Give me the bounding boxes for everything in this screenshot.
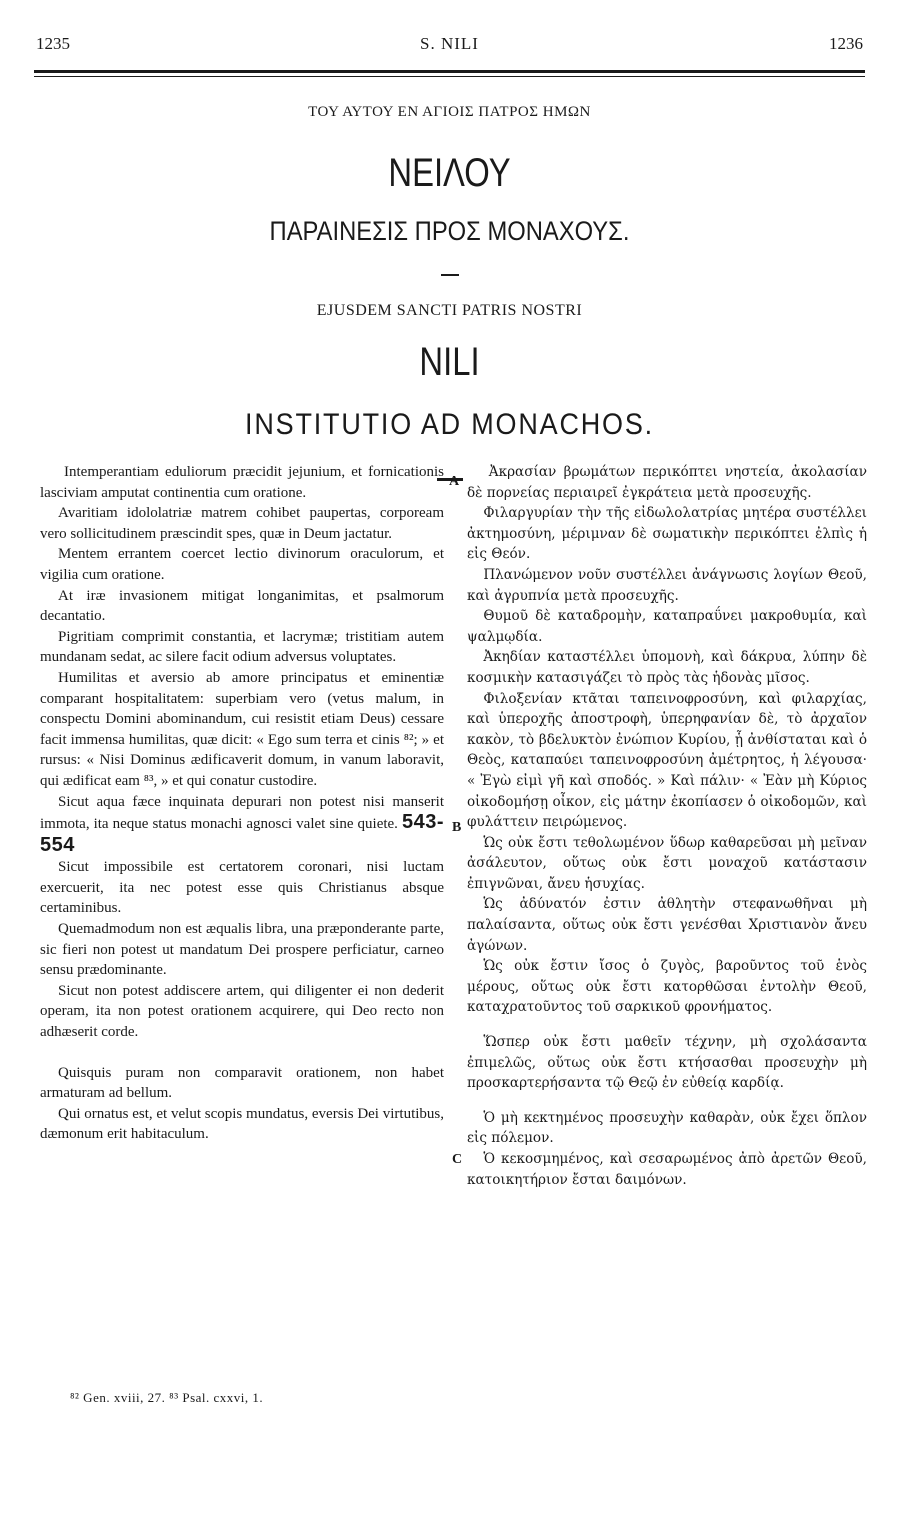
title-block [0,100,899,481]
greek-author-name: ΝΕΙΛΟΥ [388,151,511,195]
greek-paragraph: Ἀκηδίαν καταστέλλει ὑπομονὴ, καὶ δάκρυα, λύπην δὲ κοσμικὴν κατασιγάζει τὸ πρὸς τὰς ἡδονὰς μῖσος. [467,649,867,686]
page-number-left: 1235 [36,34,70,53]
latin-paragraph: Avaritiam idololatriæ matrem cohibet paupertas, corpoream vero sollicitudinem præscindit spes, quæ in Deum jactatur. [40,505,444,542]
greek-heading-line: ΤΟΥ ΑΥΤΟΥ ΕΝ ΑΓΙΟΙΣ ΠΑΤΡΟΣ ΗΜΩΝ [308,104,591,120]
title-separator [441,274,459,276]
greek-work-title: ΠΑΡΑΙΝΕΣΙΣ ΠΡΟΣ ΜΟΝΑΧΟΥΣ. [269,216,630,246]
greek-paragraph: Θυμοῦ δὲ καταδρομὴν, καταπραΰνει μακροθυμία, καὶ ψαλμῳδία. [467,608,867,645]
greek-paragraph: Ὡς οὐκ ἔστι τεθολωμένον ὕδωρ καθαρεῦσαι μὴ μεῖναν ἀσάλευτον, οὕτως οὐκ ἔστι μοναχοῦ κατάστασιν ἐπιγνῶναι, ἄνευ ἡσυχίας. [467,834,867,892]
latin-paragraph: Intemperantiam eduliorum præcidit jejunium, et fornicationis lasciviam amputat continentia cum oratione. [40,464,444,501]
latin-paragraph: Pigritiam comprimit constantia, et lacrymæ; tristitiam autem mundanam sedat, ac silere facit odium adversus voluptates. [40,628,444,666]
running-head [36,34,863,56]
latin-column [40,462,444,1145]
column-reference-number: 543-554 [40,811,444,856]
greek-paragraph: Ὡς ἀδύνατόν ἐστιν ἀθλητὴν στεφανωθῆναι μὴ παλαίσαντα, οὕτως οὐκ ἔστι γενέσθαι Χριστιανὸν ἄνευ ἀγώνων. [467,896,867,954]
margin-letter-b: B [452,820,462,835]
greek-paragraph: Φιλοξενίαν κτᾶται ταπεινοφροσύνη, καὶ φιλαρχίας, καὶ ὑπεροχῆς ἀποστροφὴ, ὑπερηφανίαν δὲ, τὸ ἀρχαῖον κακὸν, τὸ βδελυκτὸν ἐνώπιον Κυρίου, ᾗ ἀνθίσταται καὶ ὁ Θεὸς, καταπαύει ταπεινοφροσύνη ἀμέτρητος, ἡ λέγουσα· « Ἐγὼ εἰμὶ γῆ καὶ σποδός. » Καὶ πάλιν· « Ἐὰν μὴ Κύριος οἰκοδομήσῃ οἶκον, εἰς μάτην ἐκοπίασεν ὁ οἰκοδομῶν, καὶ φυλάττειν πειρώμενος. [467,690,867,831]
latin-paragraph: Quisquis puram non comparavit orationem, non habet armaturam ad bellum. [40,1064,444,1102]
latin-author-name: NILI [419,340,480,384]
greek-paragraph: Ὁ κεκοσμημένος, καὶ σεσαρωμένος ἀπὸ ἀρετῶν Θεοῦ, κατοικητήριον ἔσται δαιμόνων. [467,1151,867,1188]
latin-paragraph: Humilitas et aversio ab amore principatus et eminentiæ comparant hospitalitatem: superbiam vero (vetus malum, in conspectu Domini abominandum, cui resistit etiam Deus) cessare facit immensa humilitas, quæ dicit: « Ego sum terra et cinis ⁸²; » et rursus: « Nisi Dominus ædificaverit domum, in vanum laboravit, qui ædificat eam ⁸³, » et qui conatur custodire. [40,669,444,789]
margin-letter-c: C [452,1152,463,1167]
latin-paragraph-text: Sicut aqua fæce inquinata depurari non potest nisi manserit immota, ita neque status monachi agnosci valet sine quiete. [40,793,444,833]
header-rule-thick [34,70,865,73]
margin-letter-a: A [449,474,460,489]
greek-paragraph: Ὡς οὐκ ἔστιν ἴσος ὁ ζυγὸς, βαροῦντος τοῦ ἑνὸς μέρους, οὕτως οὐκ ἔστι κατορθῶσαι ἐντολὴν Θεοῦ, καταχρατοῦντος τοῦ σαρκικοῦ φρονήματος. [467,958,867,1016]
latin-paragraph: At iræ invasionem mitigat longanimitas, et psalmorum decantatio. [40,587,444,625]
latin-paragraph: Quemadmodum non est æqualis libra, una præponderante parte, sic fieri non potest ut mandatum Dei prospere perficiatur, carneo sensu prædominante. [40,921,444,979]
page-number-right: 1236 [829,34,863,53]
header-rule-thin [34,76,865,77]
footnotes: ⁸² Gen. xviii, 27. ⁸³ Psal. cxxvi, 1. [70,1390,264,1405]
greek-paragraph: Πλανώμενον νοῦν συστέλλει ἀνάγνωσις λογίων Θεοῦ, καὶ ἀγρυπνία μετὰ προσευχῆς. [467,566,867,604]
running-title: S. NILI [420,34,479,53]
latin-paragraph: Qui ornatus est, et velut scopis mundatus, eversis Dei virtutibus, dæmonum erit habitaculum. [40,1105,444,1143]
latin-heading-line: EJUSDEM SANCTI PATRIS NOSTRI [316,302,583,319]
greek-paragraph: Ἀκρασίαν βρωμάτων περικόπτει νηστεία, ἀκολασίαν δὲ πορνείας περιαιρεῖ ἐγκράτεια μετὰ προσευχῆς. [467,464,867,501]
latin-paragraph [40,792,444,858]
latin-paragraph: Sicut non potest addiscere artem, qui diligenter ei non dederit operam, ita non potest orationem acquirere, qui Deo recto non adhæserit corde. [40,982,444,1041]
greek-column [467,462,867,1190]
latin-paragraph: Mentem errantem coercet lectio divinorum oraculorum, et vigilia cum oratione. [40,546,444,583]
greek-paragraph: Ὁ μὴ κεκτημένος προσευχὴν καθαρὰν, οὐκ ἔχει ὅπλον εἰς πόλεμον. [467,1109,867,1147]
latin-paragraph: Sicut impossibile est certatorem coronari, nisi luctam exercuerit, ita nec potest esse quis Christianus absque certaminibus. [40,859,444,917]
greek-paragraph: Ὥσπερ οὐκ ἔστι μαθεῖν τέχνην, μὴ σχολάσαντα ἐπιμελῶς, οὕτως οὐκ ἔστι κτήσασθαι προσευχὴν μὴ προσκαρτερήσαντα τῷ Θεῷ ἐν εὐθείᾳ καρδίᾳ. [467,1034,867,1092]
greek-paragraph: Φιλαργυρίαν τὴν τῆς εἰδωλολατρίας μητέρα συστέλλει ἀκτημοσύνη, μέριμναν δὲ σωματικὴν περικόπτει ἐλπὶς ἡ εἰς Θεόν. [467,505,867,563]
latin-work-title: INSTITUTIO AD MONACHOS. [245,408,654,441]
